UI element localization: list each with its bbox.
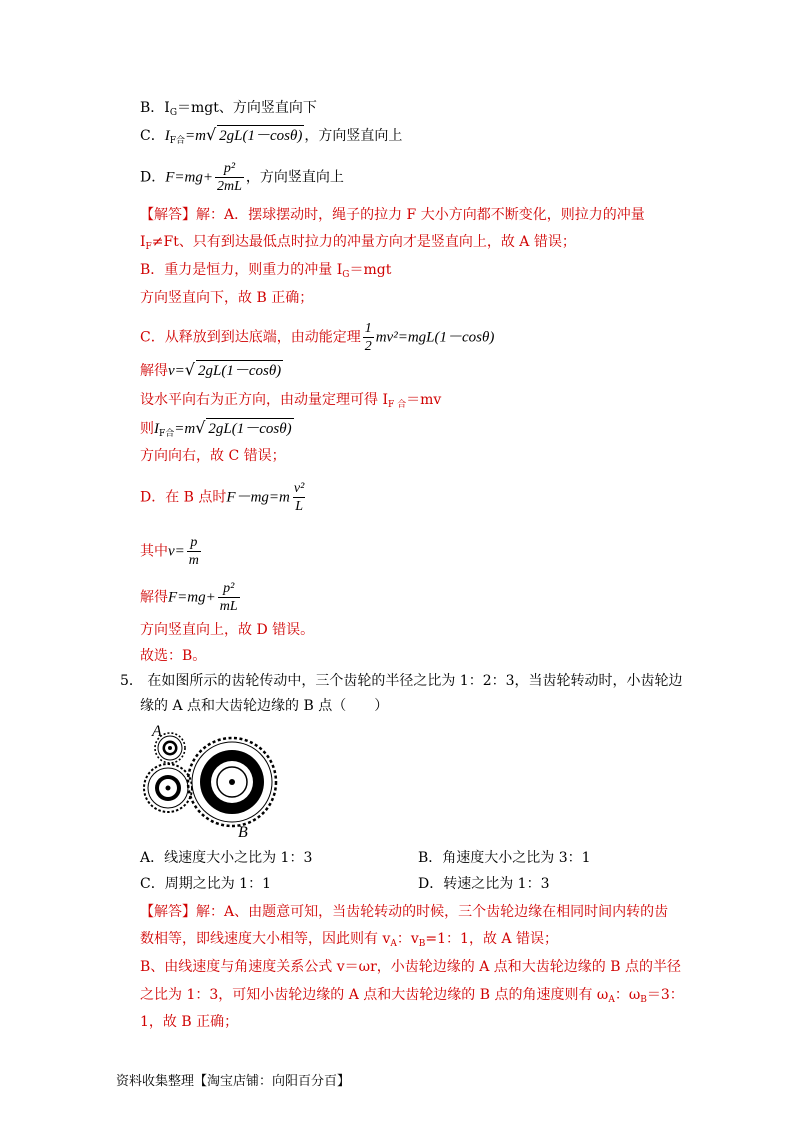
page-footer: 资料收集整理【淘宝店铺：向阳百分百】 (116, 1074, 351, 1089)
q5-stem-line-2: 缘的 A 点和大齿轮边缘的 B 点（ ） (140, 698, 389, 714)
fraction: $\frac{1}{2}$ (364, 321, 372, 354)
label-a: A (152, 723, 162, 740)
middle-gear (144, 764, 192, 812)
q5-option-d: D．转速之比为 1：3 (418, 876, 550, 892)
q4-answer-line-8: 则$I_{F合}=m√$ 2gL(1－cosθ) (140, 418, 292, 439)
q4-option-d: D．F=mg+ $\frac{\text{p²}}{2mL}$ ，方向竖直向上 (140, 161, 344, 194)
fraction: $\frac{\text{p²}}{mL}$ (219, 581, 238, 614)
q5-option-b: B．角速度大小之比为 3：1 (418, 850, 591, 866)
fraction: $\frac{\text{p²}}{2mL}$ (216, 161, 242, 194)
q4-answer-line-6: 解得v=√ 2gL(1－cosθ) (140, 360, 282, 379)
q4-answer-line-9: 方向向右，故 C 错误； (140, 448, 286, 464)
large-gear-b (188, 738, 276, 826)
fraction: $\frac{\text{v²}}{L}$ (293, 481, 305, 514)
q4-answer-line-2: $I_F\ne Ft$、只有到达最低点时拉力的冲量方向才是竖直向上，故 A 错误； (140, 234, 576, 252)
q4-answer-line-12: 解得F=mg+ $\frac{\text{p²}}{mL}$ (140, 581, 238, 614)
q4-option-c: C．$I_{F合}=m√$ 2gL(1－cosθ) ，方向竖直向上 (140, 125, 403, 146)
gear-diagram (140, 718, 290, 840)
q5-option-c: C．周期之比为 1：1 (140, 876, 271, 892)
q4-answer-line-14: 故选：B。 (140, 648, 207, 664)
q5-stem-line-1: 5． 在如图所示的齿轮传动中，三个齿轮的半径之比为 1：2：3，当齿轮转动时，小齿轮边 (120, 673, 683, 689)
q5-answer-line-1: 【解答】解：A、由题意可知，当齿轮转动的时候，三个齿轮边缘在相同时间内转的齿 (140, 904, 669, 920)
label-b: B (238, 824, 248, 840)
q5-answer-line-5: 1，故 B 正确； (140, 1014, 239, 1030)
q5-answer-line-2: 数相等，即线速度大小相等，因此则有 $v_A$：$v_B=1$：1，故 A 错误； (140, 931, 558, 949)
q4-answer-line-11: 其中v= $\frac{p}{m}$ (140, 535, 199, 568)
q4-answer-line-7: 设水平向右为正方向，由动量定理可得 $I_{F 合}=mv$ (140, 392, 442, 410)
q4-answer-line-10: D．在 B 点时F－mg=m $\frac{\text{v²}}{L}$ (140, 481, 305, 514)
q4-answer-line-3: B．重力是恒力，则重力的冲量 $I_G=mgt$ (140, 262, 392, 280)
q4-answer-line-4: 方向竖直向下，故 B 正确； (140, 290, 314, 306)
q4-answer-line-5: C．从释放到到达底端，由动能定理 $\frac{1}{2}$ mv²=mgL(1－cosθ) (140, 321, 495, 354)
fraction: $\frac{p}{m}$ (188, 535, 199, 568)
gear-figure (140, 718, 290, 844)
q4-answer-line-1: 【解答】解：A．摆球摆动时，绳子的拉力 F 大小方向都不断变化，则拉力的冲量 (140, 207, 645, 223)
q5-answer-line-3: B、由线速度与角速度关系公式 v＝ωr，小齿轮边缘的 A 点和大齿轮边缘的 B 点的半径 (140, 959, 681, 975)
q4-answer-line-13: 方向竖直向上，故 D 错误。 (140, 622, 315, 638)
q5-answer-line-4: 之比为 1：3，可知小齿轮边缘的 A 点和大齿轮边缘的 B 点的角速度则有 $\omega_A$：$\omega_B=3$： (140, 987, 684, 1005)
q5-option-a: A．线速度大小之比为 1：3 (140, 850, 313, 866)
q4-option-b: B．$I_G=mgt$、方向竖直向下 (140, 100, 317, 118)
